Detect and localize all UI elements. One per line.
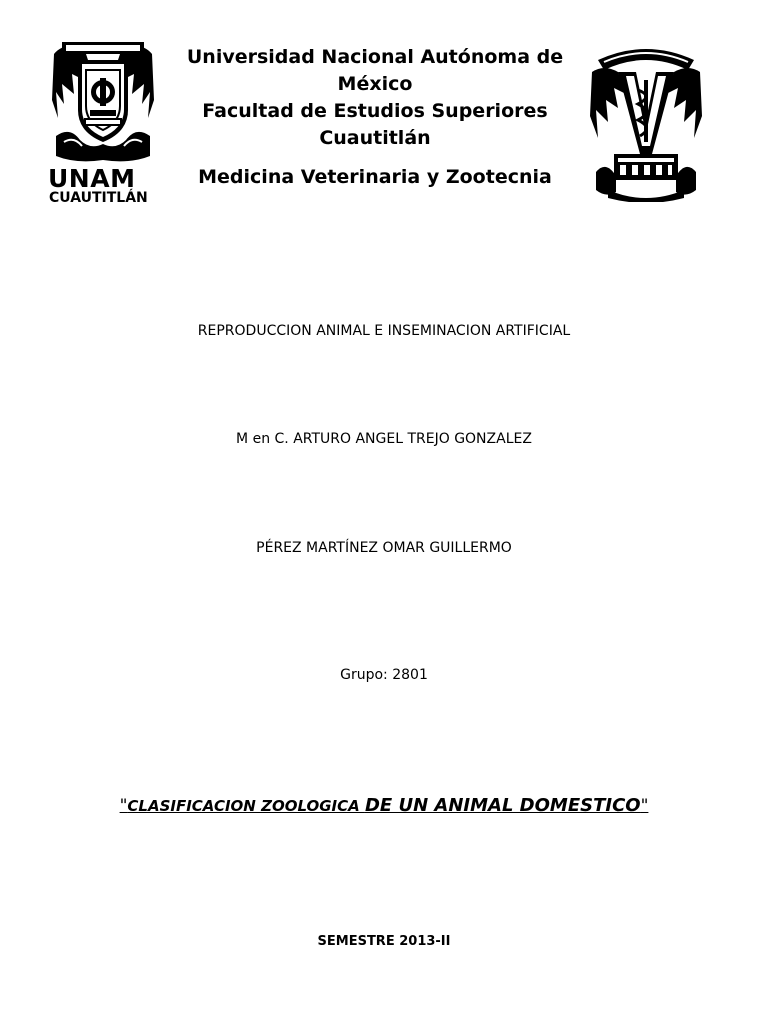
faculty-name-line1: Facultad de Estudios Superiores — [202, 100, 548, 122]
faculty-name-line2: Cuautitlán — [319, 127, 431, 149]
semester-label: SEMESTRE 2013-II — [317, 934, 451, 949]
title-part-1: CLASIFICACION ZOOLOGICA — [127, 797, 365, 815]
course-name: REPRODUCCION ANIMAL E INSEMINACION ARTIFICIAL — [197, 323, 571, 339]
university-name-line2: México — [337, 73, 413, 95]
assignment-title — [0, 795, 768, 816]
university-name-line1: Universidad Nacional Autónoma de — [186, 46, 564, 68]
cuautitlan-wordmark: CUAUTITLÁN — [49, 190, 148, 206]
unam-cuautitlan-logo — [44, 40, 162, 208]
fes-seal-logo — [588, 42, 704, 202]
title-close-quote: " — [640, 796, 649, 816]
document-header — [170, 44, 580, 191]
teacher-name: M en C. ARTURO ANGEL TREJO GONZALEZ — [236, 431, 532, 447]
group-number: Grupo: 2801 — [340, 667, 428, 683]
unam-wordmark: UNAM — [48, 164, 136, 193]
title-part-2: DE UN ANIMAL DOMESTICO — [364, 795, 641, 816]
program-name: Medicina Veterinaria y Zootecnia — [198, 166, 552, 188]
title-open-quote: " — [119, 796, 128, 816]
unam-shield-emblem — [50, 40, 156, 166]
fes-seal-emblem — [588, 42, 704, 202]
student-name: PÉREZ MARTÍNEZ OMAR GUILLERMO — [256, 540, 512, 556]
